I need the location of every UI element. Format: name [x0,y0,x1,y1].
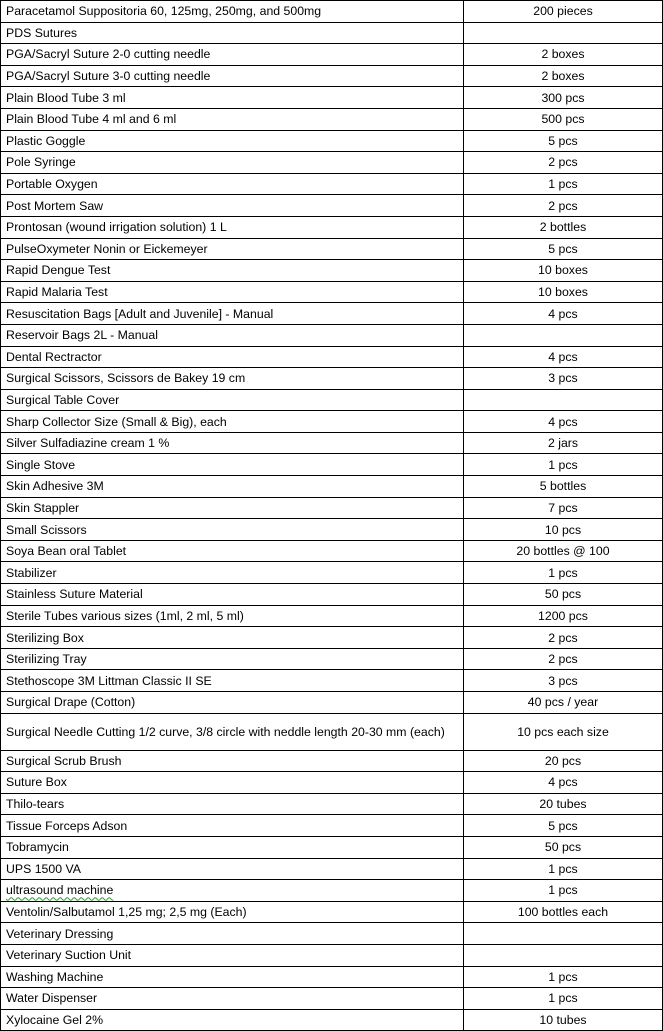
table-row [1,901,663,923]
item-name-cell: Surgical Table Cover [1,389,464,411]
item-name-cell: Sterilizing Tray [1,648,464,670]
quantity-cell: 40 pcs / year [464,692,663,714]
table-row [1,519,663,541]
table-row [1,562,663,584]
table-row [1,648,663,670]
item-name-cell: Surgical Drape (Cotton) [1,692,464,714]
quantity-cell: 2 jars [464,432,663,454]
table-row [1,692,663,714]
item-name-cell: Ventolin/Salbutamol 1,25 mg; 2,5 mg (Each) [1,901,464,923]
table-row [1,1009,663,1031]
item-name-cell [1,880,464,902]
quantity-cell: 50 pcs [464,836,663,858]
quantity-cell: 1 pcs [464,966,663,988]
item-name-cell: Water Dispenser [1,988,464,1010]
table-row [1,880,663,902]
item-name-cell: PulseOxymeter Nonin or Eickemeyer [1,238,464,260]
table-row [1,858,663,880]
table-row [1,87,663,109]
quantity-cell [464,22,663,44]
table-row [1,216,663,238]
item-name-cell: PGA/Sacryl Suture 2-0 cutting needle [1,44,464,66]
table-row [1,44,663,66]
item-name-cell: Sharp Collector Size (Small & Big), each [1,411,464,433]
quantity-cell: 1 pcs [464,454,663,476]
quantity-cell: 3 pcs [464,368,663,390]
item-name-cell: PDS Sutures [1,22,464,44]
quantity-cell: 1 pcs [464,562,663,584]
table-row [1,65,663,87]
table-row [1,605,663,627]
quantity-cell: 7 pcs [464,497,663,519]
item-name-cell: UPS 1500 VA [1,858,464,880]
table-row [1,108,663,130]
quantity-cell: 1 pcs [464,880,663,902]
quantity-cell: 50 pcs [464,584,663,606]
table-row [1,815,663,837]
table-row [1,368,663,390]
table-row [1,988,663,1010]
item-name-cell: Veterinary Dressing [1,923,464,945]
item-name-cell: Dental Rectractor [1,346,464,368]
item-name-cell: Thilo-tears [1,793,464,815]
quantity-cell: 5 pcs [464,130,663,152]
table-row [1,22,663,44]
table-row [1,303,663,325]
quantity-cell: 2 pcs [464,152,663,174]
item-name-cell: Stethoscope 3M Littman Classic II SE [1,670,464,692]
quantity-cell: 10 pcs [464,519,663,541]
quantity-cell: 2 bottles [464,216,663,238]
item-name-cell: Stabilizer [1,562,464,584]
quantity-cell: 2 boxes [464,65,663,87]
table-row [1,389,663,411]
quantity-cell: 10 boxes [464,260,663,282]
table-row [1,346,663,368]
item-name-cell: Reservoir Bags 2L - Manual [1,324,464,346]
item-name-cell: Stainless Suture Material [1,584,464,606]
item-name-cell: Xylocaine Gel 2% [1,1009,464,1031]
item-name-cell: Surgical Scrub Brush [1,750,464,772]
quantity-cell: 20 bottles @ 100 [464,540,663,562]
item-name-cell: Rapid Malaria Test [1,281,464,303]
table-row [1,411,663,433]
quantity-cell: 100 bottles each [464,901,663,923]
table-row [1,324,663,346]
item-name-cell: Single Stove [1,454,464,476]
table-row [1,1,663,23]
item-name-cell: Skin Stappler [1,497,464,519]
quantity-cell: 4 pcs [464,303,663,325]
table-row [1,584,663,606]
quantity-cell: 20 tubes [464,793,663,815]
item-name-cell: Post Mortem Saw [1,195,464,217]
item-name-cell: PGA/Sacryl Suture 3-0 cutting needle [1,65,464,87]
table-row [1,670,663,692]
table-row [1,944,663,966]
table-row [1,152,663,174]
item-name-cell: Tobramycin [1,836,464,858]
item-name-cell: Sterile Tubes various sizes (1ml, 2 ml, 5 ml) [1,605,464,627]
table-row [1,195,663,217]
quantity-cell: 5 pcs [464,238,663,260]
quantity-cell: 3 pcs [464,670,663,692]
quantity-cell: 10 tubes [464,1009,663,1031]
quantity-cell: 10 boxes [464,281,663,303]
table-row [1,836,663,858]
quantity-cell: 2 pcs [464,627,663,649]
item-name-cell: Tissue Forceps Adson [1,815,464,837]
item-name-cell: Portable Oxygen [1,173,464,195]
item-name-cell: Small Scissors [1,519,464,541]
item-name-cell: Prontosan (wound irrigation solution) 1 L [1,216,464,238]
quantity-cell: 200 pieces [464,1,663,23]
table-row [1,966,663,988]
item-name-cell: Surgical Scissors, Scissors de Bakey 19 cm [1,368,464,390]
item-name-cell: Paracetamol Suppositoria 60, 125mg, 250mg, and 500mg [1,1,464,23]
table-row [1,173,663,195]
table-row [1,750,663,772]
table-row [1,238,663,260]
table-row [1,281,663,303]
inventory-table-body [1,1,663,1031]
item-name-cell: Plastic Goggle [1,130,464,152]
item-name-cell: Surgical Needle Cutting 1/2 curve, 3/8 circle with neddle length 20-30 mm (each) [1,713,464,750]
quantity-cell: 300 pcs [464,87,663,109]
item-name-cell: Veterinary Suction Unit [1,944,464,966]
item-name-cell: Resuscitation Bags [Adult and Juvenile] - Manual [1,303,464,325]
quantity-cell: 500 pcs [464,108,663,130]
table-row [1,793,663,815]
quantity-cell: 5 bottles [464,476,663,498]
quantity-cell: 1 pcs [464,988,663,1010]
quantity-cell [464,324,663,346]
table-row [1,476,663,498]
item-name-cell: Suture Box [1,772,464,794]
quantity-cell: 2 pcs [464,648,663,670]
quantity-cell [464,389,663,411]
item-name-cell: Plain Blood Tube 3 ml [1,87,464,109]
quantity-cell [464,944,663,966]
item-name-cell: Pole Syringe [1,152,464,174]
table-row [1,454,663,476]
quantity-cell: 4 pcs [464,772,663,794]
table-row [1,260,663,282]
table-row [1,130,663,152]
table-row [1,497,663,519]
table-row [1,540,663,562]
quantity-cell [464,923,663,945]
quantity-cell: 2 pcs [464,195,663,217]
quantity-cell: 1200 pcs [464,605,663,627]
item-name-cell: Plain Blood Tube 4 ml and 6 ml [1,108,464,130]
table-row [1,432,663,454]
quantity-cell: 20 pcs [464,750,663,772]
item-name-cell: Soya Bean oral Tablet [1,540,464,562]
table-row [1,772,663,794]
quantity-cell: 1 pcs [464,173,663,195]
item-name-cell: Washing Machine [1,966,464,988]
item-name-cell: Skin Adhesive 3M [1,476,464,498]
table-row [1,627,663,649]
table-row [1,713,663,750]
quantity-cell: 4 pcs [464,346,663,368]
quantity-cell: 1 pcs [464,858,663,880]
item-name-cell: Rapid Dengue Test [1,260,464,282]
quantity-cell: 4 pcs [464,411,663,433]
quantity-cell: 10 pcs each size [464,713,663,750]
item-name-cell: Silver Sulfadiazine cream 1 % [1,432,464,454]
spellcheck-underlined-text: ultrasound machine [6,883,114,898]
table-row [1,923,663,945]
quantity-cell: 5 pcs [464,815,663,837]
quantity-cell: 2 boxes [464,44,663,66]
item-name-cell: Sterilizing Box [1,627,464,649]
